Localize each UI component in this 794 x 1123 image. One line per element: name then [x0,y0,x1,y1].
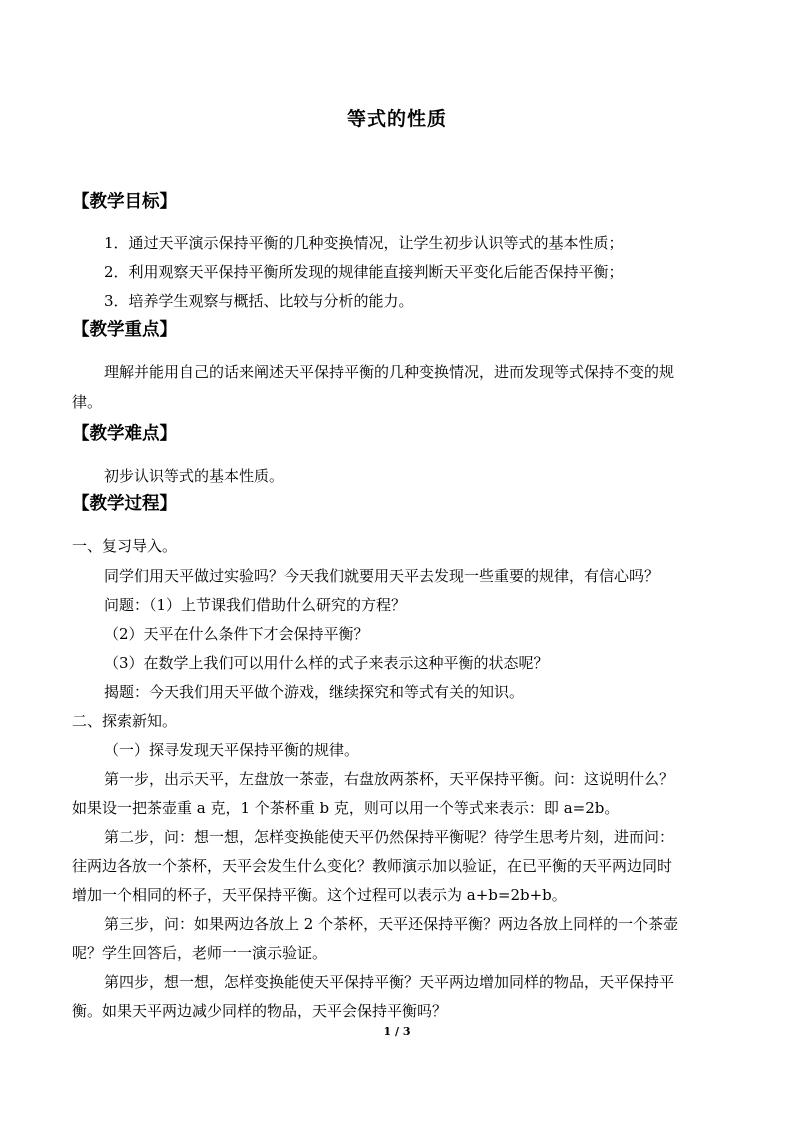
process-line: 一、复习导入。 [72,537,178,555]
process-line: 二、探索新知。 [72,712,178,730]
page-number: 1 / 3 [383,1025,411,1038]
process-line: 第四步，想一想，怎样变换能使天平保持平衡？天平两边增加同样的物品，天平保持平 [104,973,675,991]
process-line: 问题：（1）上节课我们借助什么研究的方程？ [104,596,407,614]
document-title: 等式的性质 [346,108,447,130]
keypoints-text: 律。 [72,393,103,411]
process-line: 第三步，问：如果两边各放上 2 个茶杯，天平还保持平衡？两边各放上同样的一个茶壶 [104,915,679,933]
process-line: （2）天平在什么条件下才会保持平衡？ [104,625,369,643]
process-line: 如果设一把茶壶重 a 克，1 个茶杯重 b 克，则可以用一个等式来表示：即 a=2b。 [72,799,620,817]
keypoints-text: 理解并能用自己的话来阐述天平保持平衡的几种变换情况，进而发现等式保持不变的规 [104,363,675,381]
process-line: 第二步，问：想一想，怎样变换能使天平仍然保持平衡呢？待学生思考片刻，进而问： [104,828,675,846]
objective-item: 1．通过天平演示保持平衡的几种变换情况，让学生初步认识等式的基本性质； [104,234,624,252]
process-line: 呢？学生回答后，老师一一演示验证。 [72,944,328,962]
process-line: （3）在数学上我们可以用什么样的式子来表示这种平衡的状态呢？ [104,654,549,672]
process-line: （一）探寻发现天平保持平衡的规律。 [104,741,360,759]
process-line: 往两边各放一个茶杯，天平会发生什么变化？教师演示加以验证，在已平衡的天平两边同时 [72,857,673,875]
process-line: 同学们用天平做过实验吗？今天我们就要用天平去发现一些重要的规律，有信心吗？ [104,567,660,585]
process-line: 增加一个相同的杯子，天平保持平衡。这个过程可以表示为 a+b=2b+b。 [72,886,567,904]
process-line: 第一步，出示天平，左盘放一茶壶，右盘放两茶杯，天平保持平衡。问：这说明什么？ [104,770,675,788]
objective-item: 3．培养学生观察与概括、比较与分析的能力。 [104,292,414,310]
process-line: 衡。如果天平两边减少同样的物品，天平会保持平衡吗？ [72,1002,448,1020]
difficulty-text: 初步认识等式的基本性质。 [104,467,285,485]
objectives-heading: 【教学目标】 [72,192,177,212]
difficulty-heading: 【教学难点】 [72,424,177,444]
process-line: 揭题：今天我们用天平做个游戏，继续探究和等式有关的知识。 [104,683,525,701]
objective-item: 2．利用观察天平保持平衡所发现的规律能直接判断天平变化后能否保持平衡； [104,263,624,281]
keypoints-heading: 【教学重点】 [72,320,177,340]
process-heading: 【教学过程】 [72,494,177,514]
